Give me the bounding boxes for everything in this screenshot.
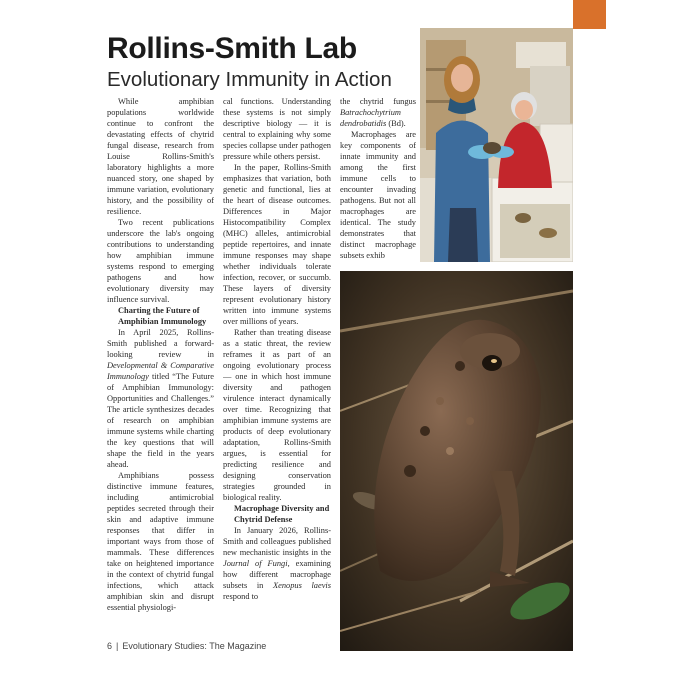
article-column-1 bbox=[107, 96, 214, 644]
paragraph: Rather than treating disease as a static threat, the review reframes it as part of an ongoing evolutionary process — one in which host immune diversity and pathogen virulence interact dynamically over time. Recognizing that amphibian immune systems are products of deep evolutionary adaptation, Rollins-Smith argues, is essential for predicting resilience and designing conservation strategies grounded in biological reality. bbox=[223, 328, 331, 502]
paragraph: cal functions. Understanding these systems is not simply descriptive biology — it is central to explaining why some species collapse under pathogen pressure while others persist. bbox=[223, 97, 331, 161]
article-column-2 bbox=[223, 96, 331, 644]
paragraph: Macrophages are key components of innate immunity and among the first immune cells to encounter invading pathogens. But not all macrophages are identical. The study demonstrates that distinct macrophage subsets exhib bbox=[340, 130, 416, 260]
page-subtitle: Evolutionary Immunity in Action bbox=[107, 68, 392, 91]
page-corner-accent bbox=[573, 0, 606, 29]
paragraph: Amphibians possess distinctive immune features, including antimicrobial peptides secreted through their skin and adaptive immune responses that differ in important ways from those of mammals. These differences take on heightened importance in the context of chytrid fungal infections, which attack amphibian skin and disrupt essential physiologi- bbox=[107, 471, 214, 612]
paragraph: the chytrid fungus Batrachochytrium dendrobatidis (Bd). bbox=[340, 97, 416, 128]
paragraph: In April 2025, Rollins-Smith published a forward-looking review in Developmental & Comparative Immunology titled “The Future of Amphibian Immunology: Opportunities and Challenges.” The article synthesizes decades of research on amphibian immune systems while charting the key questions that will shape the field in the years ahead. bbox=[107, 328, 214, 469]
publication-name: Evolutionary Studies: The Magazine bbox=[122, 641, 267, 651]
journal-title: Developmental & Comparative Immunology bbox=[107, 361, 214, 381]
page-footer bbox=[107, 641, 266, 651]
paragraph: In the paper, Rollins-Smith emphasizes that variation, both genetic and functional, lies at the heart of disease outcomes. Differences in Major Histocompatibility Complex (MHC) alleles, antimicrobial peptide repertoires, and innate immune responses may shape whether individuals tolerate infection, recover, or succumb. These layers of diversity represent evolutionary history written into immune systems over millions of years. bbox=[223, 163, 331, 326]
section-heading: Macrophage Diversity and Chytrid Defense bbox=[234, 504, 330, 524]
page-title: Rollins-Smith Lab bbox=[107, 32, 357, 65]
species-name: Xenopus laevis bbox=[272, 581, 331, 590]
species-name: Batrachochytrium dendrobatidis bbox=[340, 108, 401, 128]
paragraph: While amphibian populations worldwide continue to confront the devastating effects of chytrid fungal disease, research from Louise Rollins-Smith's laboratory highlights a more nuanced story, one shaped by immune variation, evolutionary history, and the possibility of resilience. bbox=[107, 97, 214, 216]
toad-photo bbox=[340, 271, 573, 651]
footer-separator: | bbox=[116, 641, 119, 651]
paragraph: In January 2026, Rollins-Smith and colleagues published new mechanistic insights in the Journal of Fungi, examining how different macrophage subsets in Xenopus laevis respond to bbox=[223, 526, 331, 601]
lab-researchers-photo bbox=[420, 28, 573, 262]
paragraph: Two recent publications underscore the lab's ongoing contributions to understanding how amphibian immune systems respond to emerging pathogens and how evolutionary diversity may influence survival. bbox=[107, 218, 214, 304]
section-heading: Charting the Future of Amphibian Immunology bbox=[118, 306, 207, 326]
article-column-3 bbox=[340, 96, 416, 264]
page-number: 6 bbox=[107, 641, 113, 651]
journal-title: Journal of Fungi bbox=[223, 559, 288, 568]
